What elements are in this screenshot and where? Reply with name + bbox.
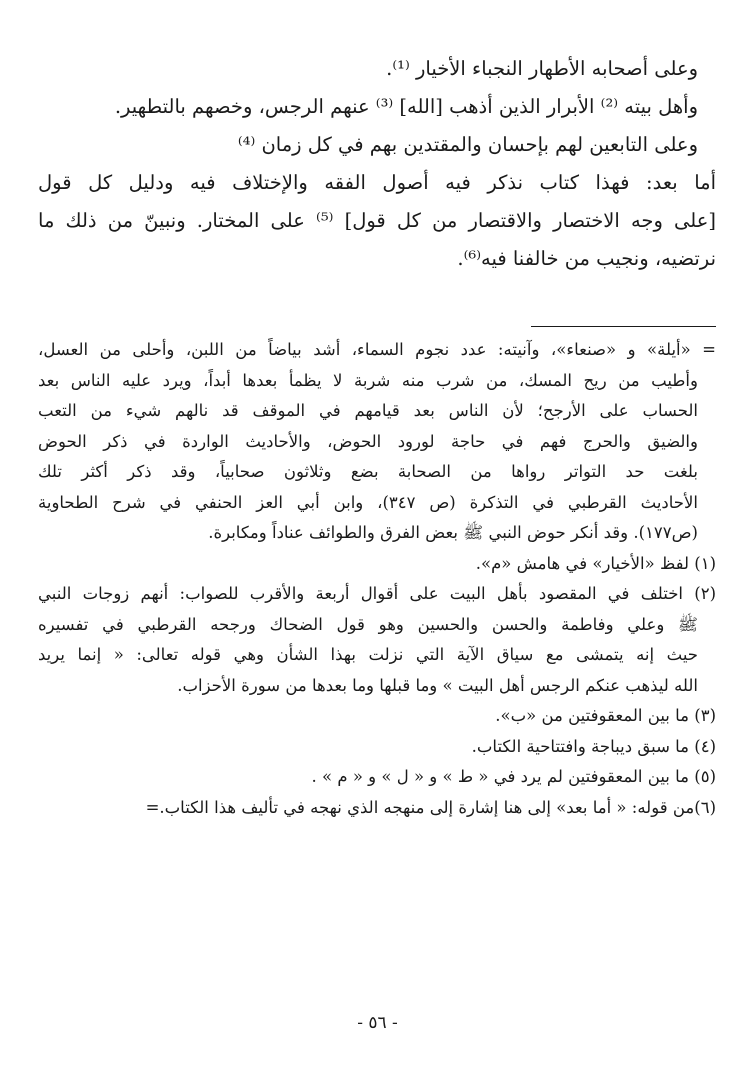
main-line: نرتضيه، ونجيب من خالفنا فيه⁽⁶⁾.	[457, 247, 716, 270]
footnote-5: (٥) ما بين المعقوفتين لم يرد في « ط » و « ل » و « م » .	[311, 767, 716, 786]
footnote-6: (٦)من قوله: « أما بعد» إلى هنا إشارة إلى منهجه الذي نهجه في تأليف هذا الكتاب.=	[145, 797, 716, 817]
main-line: وعلى أصحابه الأطهار النجباء الأخيار ⁽¹⁾.	[386, 57, 698, 80]
footnote-continuation-line: = «أيلة» و «صنعاء»، وآنيته: عدد نجوم السماء، أشد بياضاً من اللبن، وأحلى من العسل،	[38, 340, 716, 359]
footnote-continuation-line: (ص١٧٧). وقد أنكر حوض النبي ﷺ بعض الفرق والطوائف عناداً ومكابرة.	[208, 523, 698, 542]
main-line: [على وجه الاختصار والاقتصار من كل قول] ⁽⁵⁾ على المختار. ونبينّ من ذلك ما	[38, 209, 716, 232]
footnote-continuation-line: الأحاديث القرطبي في التذكرة (ص ٣٤٧)، وابن أبي العز الحنفي في شرح الطحاوية	[38, 492, 698, 512]
footnote-1: (١) لفظ «الأخيار» في هامش «م».	[475, 553, 716, 573]
footnote-continuation-line: الحساب على الأرجح؛ لأن الناس بعد قيامهم في الموقف قد نالهم شيء من التعب	[38, 401, 698, 420]
main-line: وعلى التابعين لهم بإحسان والمقتدين بهم في كل زمان ⁽⁴⁾	[237, 133, 698, 156]
footnote-continuation-line: والضيق والحرج فهم في حاجة لورود الحوض، والأحاديث الواردة في ذكر الحوض	[38, 431, 698, 451]
main-text	[38, 50, 716, 278]
footnote-separator	[531, 326, 716, 327]
main-line: أما بعد: فهذا كتاب نذكر فيه أصول الفقه والإختلاف فيه ودليل كل قول	[38, 171, 716, 194]
page-number: - ٥٦ -	[357, 1013, 398, 1033]
footnotes	[38, 335, 716, 823]
footnote-2-line: الله ليذهب عنكم الرجس أهل البيت » وما قبلها وما بعدها من سورة الأحزاب.	[177, 675, 698, 695]
footnote-4: (٤) ما سبق ديباجة وافتتاحية الكتاب.	[471, 736, 716, 756]
footnote-2: (٢) اختلف في المقصود بأهل البيت على أقوال أربعة والأقرب للصواب: أنهم زوجات النبي	[38, 584, 716, 603]
footnote-2-line: ﷺ وعلي وفاطمة والحسن والحسين وهو قول الضحاك ورجحه القرطبي في تفسيره	[38, 614, 698, 634]
footnote-2-line: حيث إنه يتمشى مع سياق الآية التي نزلت بهذا الشأن وهي قوله تعالى: « إنما يريد	[38, 645, 698, 664]
footnote-3: (٣) ما بين المعقوفتين من «ب».	[495, 706, 716, 725]
footnote-continuation-line: وأطيب من ريح المسك، من شرب منه شربة لا يظمأ بعدها أبداً، ويرد عليه الناس بعد	[38, 370, 698, 390]
footnote-continuation-line: بلغت حد التواتر رواها من الصحابة بضع وثلاثون صحابياً، وقد ذكر أكثر تلك	[38, 462, 698, 481]
page-content	[38, 50, 716, 823]
main-line: وأهل بيته ⁽²⁾ الأبرار الذين أذهب [الله] ⁽³⁾ عنهم الرجس، وخصهم بالتطهير.	[114, 95, 698, 118]
